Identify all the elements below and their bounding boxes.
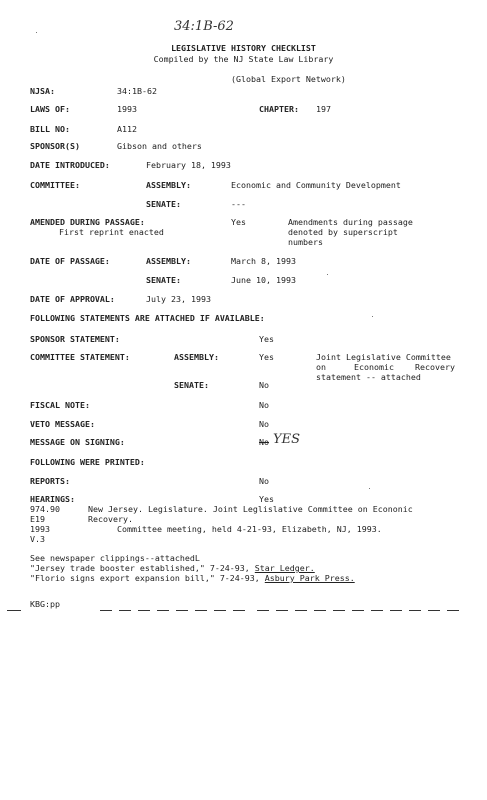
call-number-line4: V.3	[30, 534, 45, 544]
initials: KBG:pp	[30, 599, 60, 609]
message-on-signing-value: No	[259, 437, 269, 447]
committee-label: COMMITTEE:	[30, 180, 80, 190]
fiscal-note-label: FISCAL NOTE:	[30, 400, 90, 410]
scan-speck	[327, 274, 328, 275]
bill-no-value: A112	[117, 124, 137, 134]
date-introduced-value: February 18, 1993	[146, 160, 231, 170]
scan-speck	[369, 488, 370, 489]
committee-assembly-label: ASSEMBLY:	[146, 180, 191, 190]
rule-dash	[257, 610, 269, 611]
rule-dash	[119, 610, 131, 611]
reports-value: No	[259, 476, 269, 486]
hearings-value: Yes	[259, 494, 274, 504]
attached-statements-header: FOLLOWING STATEMENTS ARE ATTACHED IF AVAILABLE:	[30, 313, 265, 323]
sponsors-label: SPONSOR(S)	[30, 141, 80, 151]
amended-label: AMENDED DURING PASSAGE:	[30, 217, 145, 227]
rule-dash	[176, 610, 188, 611]
rule-dash	[352, 610, 364, 611]
rule-dash	[314, 610, 326, 611]
clipping-2-source: Asbury Park Press.	[264, 573, 355, 583]
rule-dash	[390, 610, 402, 611]
scan-speck	[36, 32, 37, 33]
committee-senate-label: SENATE:	[146, 199, 181, 209]
committee-senate-value: ---	[231, 199, 246, 209]
network-note: (Global Export Network)	[231, 74, 346, 84]
bill-no-label: BILL NO:	[30, 124, 70, 134]
rule-dash	[157, 610, 169, 611]
clipping-2	[30, 573, 355, 583]
rule-dash	[333, 610, 345, 611]
amended-note-line2: denoted by superscript	[288, 227, 398, 237]
njsa-label: NJSA:	[30, 86, 55, 96]
call-number-line3: 1993	[30, 524, 50, 534]
hearing-citation-line2: Recovery.	[88, 514, 133, 524]
committee-statement-note-line3: statement -- attached	[316, 372, 421, 382]
committee-statement-senate-label: SENATE:	[174, 380, 209, 390]
chapter-value: 197	[316, 104, 331, 114]
call-number-line2: E19	[30, 514, 45, 524]
document-title: LEGISLATIVE HISTORY CHECKLIST	[171, 43, 316, 53]
committee-assembly-value: Economic and Community Development	[231, 180, 401, 190]
handwritten-section-number: 34:1B-62	[174, 19, 234, 34]
scan-speck	[372, 316, 373, 317]
laws-of-value: 1993	[117, 104, 137, 114]
approval-value: July 23, 1993	[146, 294, 211, 304]
committee-statement-note-economic: Economic	[354, 362, 394, 372]
rule-dash	[195, 610, 207, 611]
committee-statement-senate-value: No	[259, 380, 269, 390]
fiscal-note-value: No	[259, 400, 269, 410]
veto-message-value: No	[259, 419, 269, 429]
laws-of-label: LAWS OF:	[30, 104, 70, 114]
clippings-header: See newspaper clippings--attachedL	[30, 553, 200, 563]
committee-statement-assembly-value: Yes	[259, 352, 274, 362]
passage-assembly-label: ASSEMBLY:	[146, 256, 191, 266]
rule-dash	[447, 610, 459, 611]
committee-statement-note-line1: Joint Legislative Committee	[316, 352, 451, 362]
rule-dash	[214, 610, 226, 611]
rule-dash	[295, 610, 307, 611]
njsa-value: 34:1B-62	[117, 86, 157, 96]
amended-note-line3: numbers	[288, 237, 323, 247]
reports-label: REPORTS:	[30, 476, 70, 486]
rule-dash	[233, 610, 245, 611]
printed-header: FOLLOWING WERE PRINTED:	[30, 457, 145, 467]
rule-dash	[371, 610, 383, 611]
rule-dash	[276, 610, 288, 611]
rule-dash	[428, 610, 440, 611]
rule-dash	[100, 610, 112, 611]
passage-senate-label: SENATE:	[146, 275, 181, 285]
call-number-line1: 974.90	[30, 504, 60, 514]
rule-dash	[138, 610, 150, 611]
sponsor-statement-label: SPONSOR STATEMENT:	[30, 334, 120, 344]
message-on-signing-handwritten: YES	[273, 432, 300, 447]
clipping-1-title: "Jersey trade booster established," 7-24-93,	[30, 563, 250, 573]
approval-label: DATE OF APPROVAL:	[30, 294, 115, 304]
passage-assembly-value: March 8, 1993	[231, 256, 296, 266]
amended-value: Yes	[231, 217, 246, 227]
sponsors-value: Gibson and others	[117, 141, 202, 151]
amended-note-line1: Amendments during passage	[288, 217, 413, 227]
sponsor-statement-value: Yes	[259, 334, 274, 344]
committee-statement-assembly-label: ASSEMBLY:	[174, 352, 219, 362]
hearing-citation-line3: Committee meeting, held 4-21-93, Elizabeth, NJ, 1993.	[117, 524, 382, 534]
chapter-label: CHAPTER:	[259, 104, 299, 114]
committee-statement-note-on: on	[316, 362, 326, 372]
date-introduced-label: DATE INTRODUCED:	[30, 160, 110, 170]
committee-statement-label: COMMITTEE STATEMENT:	[30, 352, 130, 362]
document-subtitle: Compiled by the NJ State Law Library	[153, 54, 334, 64]
clipping-2-title: "Florio signs export expansion bill," 7-24-93,	[30, 573, 260, 583]
rule-segment	[7, 610, 21, 611]
rule-dash	[409, 610, 421, 611]
message-on-signing-label: MESSAGE ON SIGNING:	[30, 437, 125, 447]
passage-label: DATE OF PASSAGE:	[30, 256, 110, 266]
veto-message-label: VETO MESSAGE:	[30, 419, 95, 429]
amended-sub: First reprint enacted	[59, 227, 164, 237]
clipping-1	[30, 563, 315, 573]
passage-senate-value: June 10, 1993	[231, 275, 296, 285]
committee-statement-note-recovery: Recovery	[415, 362, 455, 372]
clipping-1-source: Star Ledger.	[254, 563, 315, 573]
hearings-label: HEARINGS:	[30, 494, 75, 504]
hearing-citation-line1: New Jersey. Legislature. Joint Leglislative Committee on Econonic	[88, 504, 413, 514]
